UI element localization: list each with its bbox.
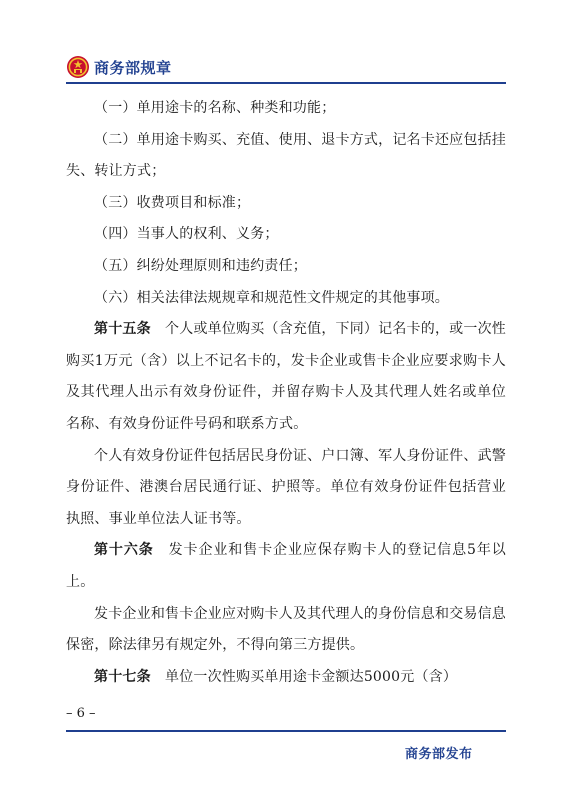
- paragraph-text: （一）单用途卡的名称、种类和功能；: [94, 100, 336, 116]
- paragraph-text: （二）单用途卡购买、充值、使用、退卡方式，记名卡还应包括挂失、转让方式；: [66, 131, 506, 180]
- body-paragraph: [66, 188, 506, 220]
- body-paragraph: [66, 219, 506, 251]
- document-body: [66, 93, 506, 693]
- body-paragraph: [66, 251, 506, 283]
- article-paragraph: [66, 535, 506, 598]
- article-number: 第十五条: [94, 321, 151, 338]
- paragraph-text: 发卡企业和售卡企业应对购卡人及其代理人的身份信息和交易信息保密，除法律另有规定外，不得向第三方提供。: [66, 605, 506, 654]
- body-paragraph: [66, 283, 506, 315]
- article-paragraph: [66, 662, 506, 694]
- paragraph-text: （六）相关法律法规规章和规范性文件规定的其他事项。: [94, 289, 449, 306]
- paragraph-text: 发卡企业和售卡企业应保存购卡人的登记信息5年以上。: [66, 542, 506, 590]
- paragraph-text: （四）当事人的权利、义务；: [94, 226, 279, 243]
- paragraph-text: （五）纠纷处理原则和违约责任；: [94, 257, 307, 274]
- national-emblem-icon: [66, 55, 90, 79]
- article-number: 第十六条: [94, 542, 154, 559]
- header-divider: [66, 82, 506, 84]
- header-title: 商务部规章: [94, 58, 172, 77]
- footer-publisher: 商务部发布: [405, 747, 473, 762]
- body-paragraph: [66, 93, 506, 125]
- paragraph-text: （三）收费项目和标准；: [94, 194, 251, 211]
- paragraph-text: 个人有效身份证件包括居民身份证、户口簿、军人身份证件、武警身份证件、港澳台居民通行证、护照等。单位有效身份证件包括营业执照、事业单位法人证书等。: [66, 447, 506, 527]
- footer-divider: [66, 730, 506, 732]
- page-header: [66, 54, 172, 80]
- article-number: 第十七条: [94, 668, 151, 685]
- body-paragraph: [66, 125, 506, 188]
- body-paragraph: [66, 599, 506, 662]
- page-number: – 6 –: [66, 706, 96, 721]
- paragraph-text: 单位一次性购买单用途卡金额达5000元（含）: [165, 668, 458, 685]
- article-paragraph: [66, 314, 506, 440]
- paragraph-text: 个人或单位购买（含充值，下同）记名卡的，或一次性购买1万元（含）以上不记名卡的，发卡企业或售卡企业应要求购卡人及其代理人出示有效身份证件，并留存购卡人及其代理人姓名或单位名称、有效身份证件号码和联系方式。: [66, 321, 506, 432]
- body-paragraph: [66, 441, 506, 536]
